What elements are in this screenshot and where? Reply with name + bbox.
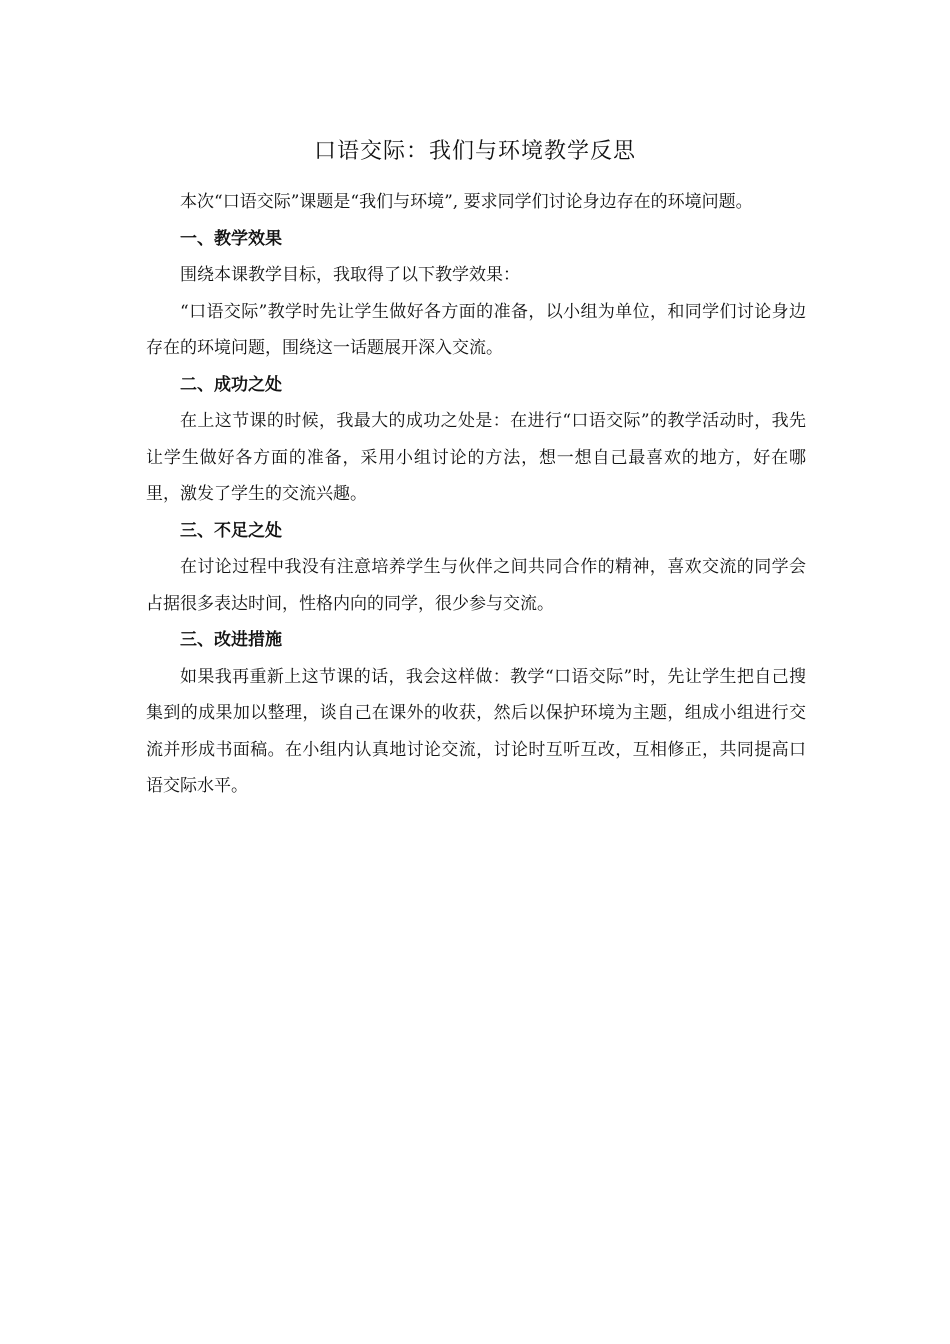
section2-paragraph-1: 在上这节课的时候，我最大的成功之处是：在进行“口语交际”的教学活动时，我先让学生做好各方面的准备，采用小组讨论的方法，想一想自己最喜欢的地方，好在哪里，激发了学生的交流兴趣。: [146, 411, 806, 504]
section-heading-shortcomings: 三、不足之处: [180, 520, 282, 541]
section-heading-teaching-effect: 一、教学效果: [180, 228, 282, 249]
section-heading-improvements: 三、改进措施: [180, 630, 282, 650]
section3-paragraph-1: 在讨论过程中我没有注意培养学生与伙伴之间共同合作的精神，喜欢交流的同学会占据很多表达时间，性格内向的同学，很少参与交流。: [146, 557, 806, 614]
section4-paragraph-1: 如果我再重新上这节课的话，我会这样做：教学“口语交际”时，先让学生把自己搜集到的成果加以整理，谈自己在课外的收获，然后以保护环境为主题，组成小组进行交流并形成书面稿。在小组内认真地讨论交流，讨论时互听互改，互相修正，共同提高口语交际水平。: [146, 666, 806, 796]
section1-paragraph-2: “口语交际”教学时先让学生做好各方面的准备，以小组为单位，和同学们讨论身边存在的环境问题，围绕这一话题展开深入交流。: [146, 301, 806, 358]
section1-paragraph-1: 围绕本课教学目标，我取得了以下教学效果：: [180, 265, 520, 285]
section-heading-successes: 二、成功之处: [180, 374, 282, 395]
document-body: [146, 184, 806, 805]
intro-paragraph: 本次“口语交际”课题是“我们与环境”, 要求同学们讨论身边存在的环境问题。: [180, 192, 753, 212]
document-title: 口语交际：我们与环境教学反思: [313, 139, 636, 164]
